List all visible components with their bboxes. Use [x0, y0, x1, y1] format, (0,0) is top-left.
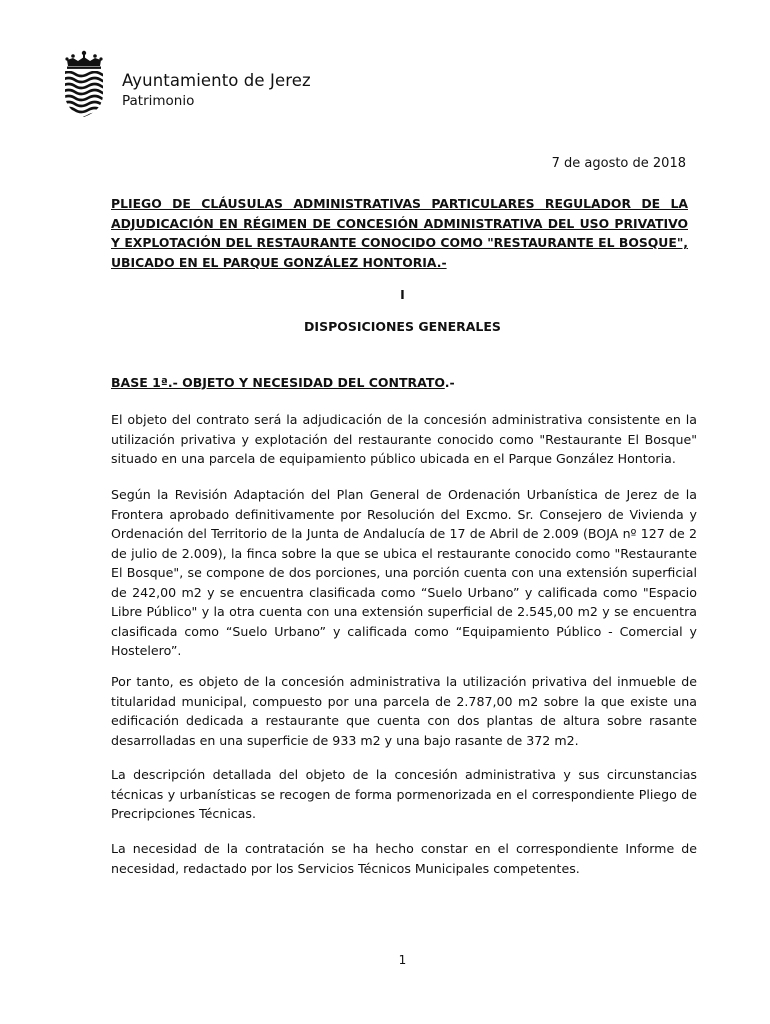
crest-icon	[64, 50, 104, 118]
base-heading-text: BASE 1ª.- OBJETO Y NECESIDAD DEL CONTRATO	[111, 375, 445, 390]
department-name: Patrimonio	[122, 93, 195, 109]
page-number: 1	[398, 953, 407, 967]
organization-name: Ayuntamiento de Jerez	[122, 71, 311, 90]
section-numeral: I	[400, 287, 405, 302]
paragraph-technical-description: La descripción detallada del objeto de la concesión administrativa y sus circunstancias técnicas y urbanísticas se recogen de forma pormenorizada en el correspondiente Pliego de Precripciones Técnicas.	[111, 767, 697, 821]
paragraph-object: El objeto del contrato será la adjudicación de la concesión administrativa consistente en la utilización privativa y explotación del restaurante conocido como "Restaurante El Bosque" situado en una parcela de equipamiento público ubicada en el Parque González Hontoria.	[111, 412, 697, 466]
base-heading-suffix: .-	[444, 375, 455, 390]
base-heading	[111, 375, 455, 390]
document-date: 7 de agosto de 2018	[551, 156, 686, 171]
paragraph-concession-object: Por tanto, es objeto de la concesión administrativa la utilización privativa del inmueble de titularidad municipal, compuesto por una parcela de 2.787,00 m2 sobre la que existe una edificación dedicada a restaurante que cuenta con dos plantas de altura sobre rasante desarrolladas en una superficie de 933 m2 y una bajo rasante de 372 m2.	[111, 674, 697, 748]
section-heading: DISPOSICIONES GENERALES	[304, 319, 501, 334]
paragraph-urban-plan: Según la Revisión Adaptación del Plan General de Ordenación Urbanística de Jerez de la Frontera aprobado definitivamente por Resolución del Excmo. Sr. Consejero de Vivienda y Ordenación del Territorio de la Junta de Andalucía de 17 de Abril de 2.009 (BOJA nº 127 de 2 de julio de 2.009), la finca sobre la que se ubica el restaurante conocido como "Restaurante El Bosque", se compone de dos porciones, una porción cuenta con una extensión superficial de 242,00 m2 y se encuentra clasificada como “Suelo Urbano” y calificada como "Espacio Libre Público" y la otra cuenta con una extensión superficial de 2.545,00 m2 y se encuentra clasificada como “Suelo Urbano” y calificada como “Equipamiento Público - Comercial y Hostelero”.	[111, 487, 697, 658]
document-title: PLIEGO DE CLÁUSULAS ADMINISTRATIVAS PARTICULARES REGULADOR DE LA ADJUDICACIÓN EN RÉGIMEN DE CONCESIÓN ADMINISTRATIVA DEL USO PRIVATIVO Y EXPLOTACIÓN DEL RESTAURANTE CONOCIDO COMO "RESTAURANTE EL BOSQUE", UBICADO EN EL PARQUE GONZÁLEZ HONTORIA.-	[111, 196, 688, 270]
paragraph-necessity: La necesidad de la contratación se ha hecho constar en el correspondiente Informe de necesidad, redactado por los Servicios Técnicos Municipales competentes.	[111, 841, 697, 876]
